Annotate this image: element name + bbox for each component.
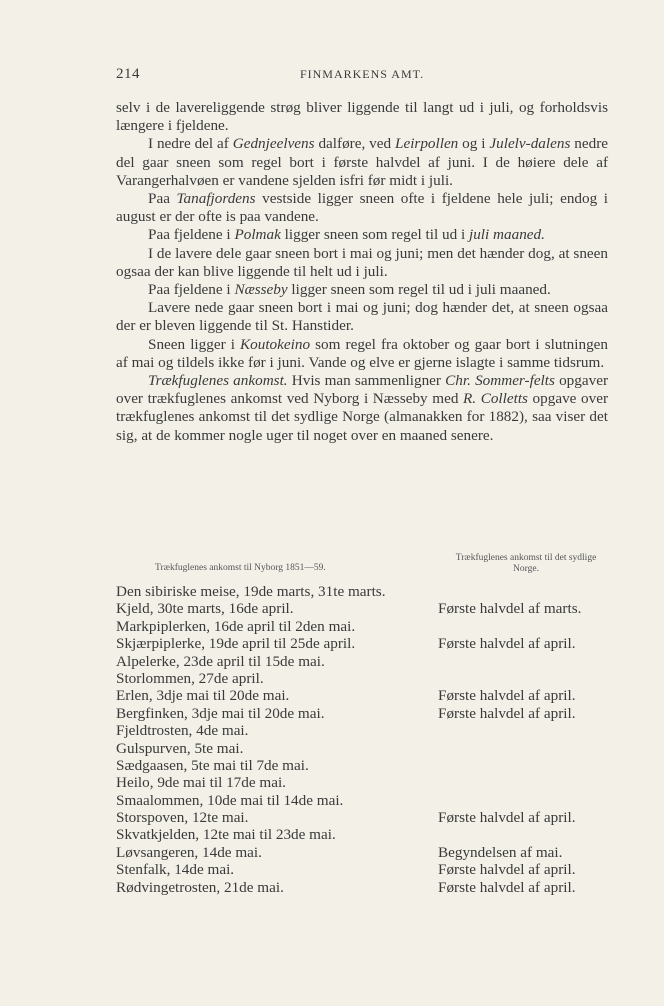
nyborg-arrival: Storlommen, 27de april.	[116, 669, 264, 687]
table-row	[116, 722, 608, 739]
running-header	[116, 66, 608, 84]
south-norway-arrival: Første halvdel af april.	[438, 809, 576, 827]
nyborg-arrival: Storspoven, 12te mai.	[116, 809, 249, 827]
text-run: ligger sneen som regel til ud i juli maaned.	[287, 281, 551, 299]
table-row	[116, 861, 608, 878]
paragraph	[116, 190, 608, 226]
text-run: I de lavere dele gaar sneen bort i mai og juni; men det hænder dog, at sneen ogsaa der kan blive liggende til helt ud i juli.	[116, 244, 608, 280]
italic-text: Julelv-dalens	[489, 135, 571, 153]
south-norway-arrival: Begyndelsen af mai.	[438, 843, 563, 861]
table-row	[116, 600, 608, 617]
text-run: som regel fra oktober og gaar bort i slutningen af mai og tildels ikke før i juni. Vande og elve er gjerne islagte i samme tidsrum.	[116, 335, 608, 371]
south-norway-arrival: Første halvdel af april.	[438, 878, 576, 896]
nyborg-arrival: Erlen, 3dje mai til 20de mai.	[116, 687, 290, 705]
table-row	[116, 844, 608, 861]
nyborg-arrival: Heilo, 9de mai til 17de mai.	[116, 774, 286, 792]
text-run: opgaver over trækfuglenes ankomst ved Nyborg i Næsseby med	[116, 372, 609, 408]
text-run: Hvis man sammenligner	[287, 372, 446, 390]
nyborg-arrival: Smaalommen, 10de mai til 14de mai.	[116, 791, 344, 809]
table-right-header: Trækfuglenes ankomst til det sydlige Norge.	[455, 553, 597, 574]
text-run: opgave over trækfuglenes ankomst til det sydlige Norge (almanakken for 1882), saa viser det sig, at de kommer nogle uger til noget over en maaned senere.	[116, 390, 609, 444]
nyborg-arrival: Rødvingetrosten, 21de mai.	[116, 878, 284, 896]
page-number: 214	[116, 66, 140, 82]
italic-text: Chr. Sommer-felts	[445, 372, 555, 390]
table-row	[116, 792, 608, 809]
table-row	[116, 826, 608, 843]
table-row	[116, 583, 608, 600]
italic-text: Polmak	[234, 226, 281, 244]
text-run: Sneen ligger i	[148, 335, 241, 353]
text-run: selv i de lavereliggende strøg bliver liggende til langt ud i juli, og forholdsvis længere i fjeldene.	[116, 99, 608, 135]
table-row	[116, 705, 608, 722]
table-row	[116, 774, 608, 791]
table-row	[116, 635, 608, 652]
table-row	[116, 809, 608, 826]
table-row	[116, 740, 608, 757]
nyborg-arrival: Stenfalk, 14de mai.	[116, 861, 235, 879]
text-run: nedre del gaar sneen som regel bort i første halvdel af juni. I de høiere dele af Varangerhalvøen er vandene sjelden isfri før midt i juli.	[116, 135, 608, 189]
nyborg-arrival: Alpelerke, 23de april til 15de mai.	[116, 652, 325, 670]
text-run: I nedre del af	[148, 135, 233, 153]
table-header	[116, 553, 608, 583]
italic-text: R. Colletts	[463, 390, 528, 408]
text-run: ligger sneen som regel til ud i	[280, 226, 469, 244]
text-run: dalføre, ved	[314, 135, 395, 153]
italic-text: Tanafjordens	[176, 190, 256, 208]
south-norway-arrival: Første halvdel af april.	[438, 687, 576, 705]
nyborg-arrival: Løvsangeren, 14de mai.	[116, 843, 262, 861]
italic-text: Gednjeelvens	[232, 135, 315, 153]
body-text	[116, 99, 608, 445]
text-run: og i	[458, 135, 490, 153]
nyborg-arrival: Den sibiriske meise, 19de marts, 31te marts.	[116, 583, 386, 600]
table-row	[116, 653, 608, 670]
text-run: Lavere nede gaar sneen bort i mai og juni; dog hænder det, at sneen ogsaa der er bleven liggende til St. Hanstider.	[116, 299, 608, 335]
italic-text: Leirpollen	[395, 135, 459, 153]
paragraph	[116, 299, 608, 335]
italic-text: juli maaned.	[468, 226, 545, 244]
nyborg-arrival: Markpiplerken, 16de april til 2den mai.	[116, 617, 356, 635]
table-row	[116, 618, 608, 635]
italic-text: Næsseby	[234, 281, 288, 299]
table-row	[116, 687, 608, 704]
paragraph	[116, 245, 608, 281]
paragraph	[116, 99, 608, 135]
italic-text: Trækfuglenes ankomst.	[148, 372, 288, 390]
text-run: Paa fjeldene i	[148, 281, 235, 299]
south-norway-arrival: Første halvdel af april.	[438, 861, 576, 879]
nyborg-arrival: Skvatkjelden, 12te mai til 23de mai.	[116, 826, 336, 844]
nyborg-arrival: Bergfinken, 3dje mai til 20de mai.	[116, 704, 325, 722]
south-norway-arrival: Første halvdel af marts.	[438, 600, 582, 618]
text-run: Paa fjeldene i	[148, 226, 235, 244]
arrival-table	[116, 583, 608, 896]
running-title: FINMARKENS AMT.	[299, 67, 425, 81]
nyborg-arrival: Skjærpiplerke, 19de april til 25de april.	[116, 635, 356, 653]
paragraph	[116, 226, 608, 244]
paragraph	[116, 372, 608, 445]
table-left-header: Trækfuglenes ankomst til Nyborg 1851—59.	[155, 563, 326, 573]
nyborg-arrival: Sædgaasen, 5te mai til 7de mai.	[116, 756, 309, 774]
italic-text: Koutokeino	[240, 335, 311, 353]
nyborg-arrival: Kjeld, 30te marts, 16de april.	[116, 600, 294, 618]
nyborg-arrival: Gulspurven, 5te mai.	[116, 739, 244, 757]
paragraph	[116, 336, 608, 372]
paragraph	[116, 135, 608, 190]
south-norway-arrival: Første halvdel af april.	[438, 635, 576, 653]
text-run: vestside ligger sneen ofte i fjeldene hele juli; endog i august er der ofte is paa vandene.	[116, 190, 608, 226]
table-row	[116, 670, 608, 687]
table-row	[116, 879, 608, 896]
text-run: Paa	[148, 190, 177, 208]
table-row	[116, 757, 608, 774]
paragraph	[116, 281, 608, 299]
south-norway-arrival: Første halvdel af april.	[438, 704, 576, 722]
nyborg-arrival: Fjeldtrosten, 4de mai.	[116, 722, 249, 740]
